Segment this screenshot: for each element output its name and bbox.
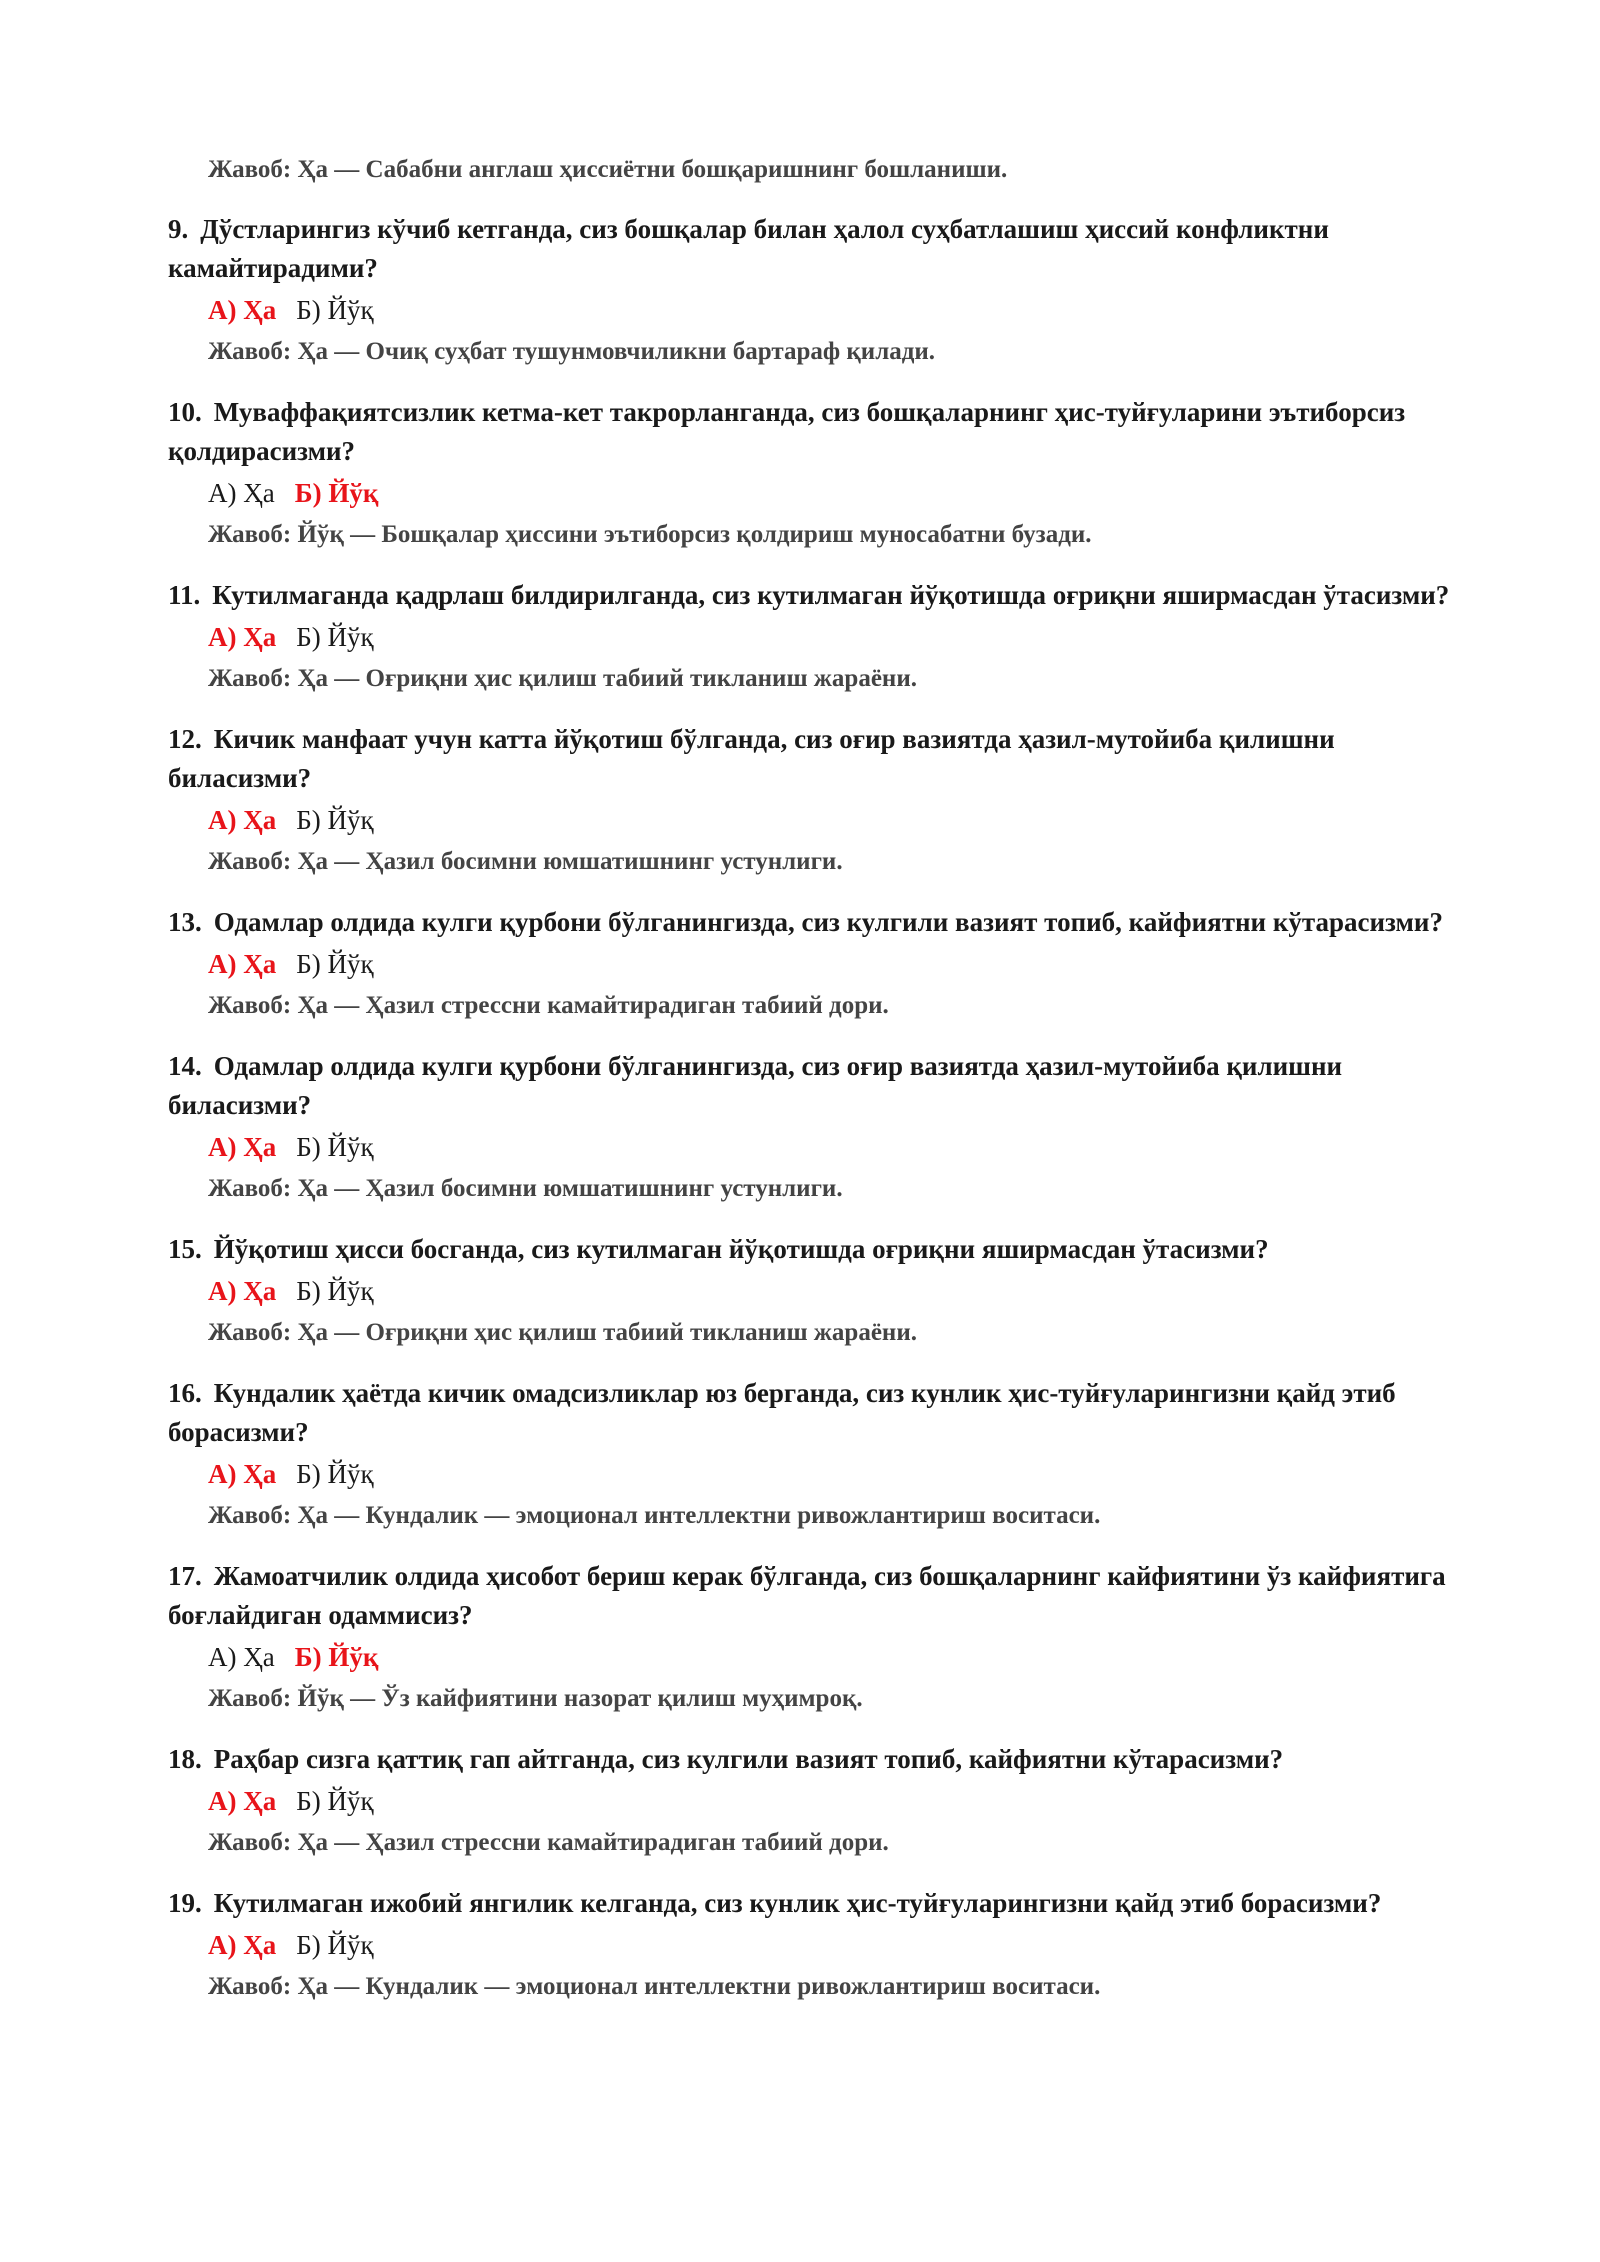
- question-item: [168, 1557, 1458, 1719]
- question-text: [168, 393, 1458, 471]
- option-a: А) Ҳа: [208, 1132, 277, 1162]
- answer-explanation: Жавоб: Ҳа — Кундалик — эмоционал интеллектни ривожлантириш воситаси.: [208, 1973, 1101, 2000]
- question-item: [168, 210, 1458, 372]
- option-row: [208, 471, 1458, 515]
- question-text: [168, 1374, 1458, 1452]
- question-number: 19.: [168, 1888, 202, 1918]
- answer-explanation: Жавоб: Йўқ — Ўз кайфиятини назорат қилиш муҳимроқ.: [208, 1685, 863, 1712]
- option-a: А) Ҳа: [208, 1930, 277, 1960]
- option-b: Б) Йўқ: [296, 1786, 374, 1816]
- question-text: [168, 210, 1458, 288]
- question-number: 18.: [168, 1744, 202, 1774]
- question-body: Кутилмаган ижобий янгилик келганда, сиз кунлик ҳис-туйғуларингизни қайд этиб борасизми?: [213, 1888, 1382, 1918]
- option-a: А) Ҳа: [208, 949, 277, 979]
- option-b: Б) Йўқ: [296, 295, 374, 325]
- answer-explanation: Жавоб: Ҳа — Ҳазил стрессни камайтирадиган табиий дори.: [208, 1829, 889, 1856]
- question-text: [168, 1230, 1458, 1269]
- previous-answer: Жавоб: Ҳа — Сабабни англаш ҳиссиётни бошқаришнинг бошланиши.: [208, 156, 1008, 183]
- option-a: А) Ҳа: [208, 805, 277, 835]
- question-body: Одамлар олдида кулги қурбони бўлганингизда, сиз оғир вазиятда ҳазил-мутойиба қилишни биласизми?: [168, 1051, 1343, 1120]
- option-row: [208, 1635, 1458, 1679]
- option-row: [208, 1269, 1458, 1313]
- question-text: [168, 1884, 1458, 1923]
- question-list: [168, 210, 1458, 2028]
- question-text: [168, 1047, 1458, 1125]
- answer-explanation: Жавоб: Ҳа — Ҳазил босимни юмшатишнинг устунлиги.: [208, 848, 843, 875]
- option-b: Б) Йўқ: [296, 622, 374, 652]
- question-body: Йўқотиш ҳисси босганда, сиз кутилмаган йўқотишда оғриқни яширмасдан ўтасизми?: [213, 1234, 1269, 1264]
- question-item: [168, 393, 1458, 555]
- option-b: Б) Йўқ: [296, 1459, 374, 1489]
- question-item: [168, 720, 1458, 882]
- answer-explanation: Жавоб: Йўқ — Бошқалар ҳиссини эътиборсиз қолдириш муносабатни бузади.: [208, 521, 1092, 548]
- option-row: [208, 288, 1458, 332]
- answer-explanation: Жавоб: Ҳа — Кундалик — эмоционал интеллектни ривожлантириш воситаси.: [208, 1502, 1101, 1529]
- answer-explanation: Жавоб: Ҳа — Оғриқни ҳис қилиш табиий тикланиш жараёни.: [208, 665, 917, 692]
- option-a: А) Ҳа: [208, 478, 275, 508]
- question-text: [168, 903, 1458, 942]
- answer-explanation: Жавоб: Ҳа — Оғриқни ҳис қилиш табиий тикланиш жараёни.: [208, 1319, 917, 1346]
- question-body: Жамоатчилик олдида ҳисобот бериш керак бўлганда, сиз бошқаларнинг кайфиятини ўз кайфиятига боғлайдиган одаммисиз?: [168, 1561, 1446, 1630]
- question-body: Муваффақиятсизлик кетма-кет такрорланганда, сиз бошқаларнинг ҳис-туйғуларини эътиборсиз қолдирасизми?: [168, 397, 1406, 466]
- answer-explanation: Жавоб: Ҳа — Ҳазил босимни юмшатишнинг устунлиги.: [208, 1175, 843, 1202]
- option-b: Б) Йўқ: [296, 949, 374, 979]
- question-item: [168, 1230, 1458, 1353]
- question-number: 10.: [168, 397, 202, 427]
- option-row: [208, 1452, 1458, 1496]
- option-b: Б) Йўқ: [294, 1642, 379, 1672]
- question-number: 14.: [168, 1051, 202, 1081]
- option-row: [208, 1779, 1458, 1823]
- option-b: Б) Йўқ: [296, 1132, 374, 1162]
- option-a: А) Ҳа: [208, 1642, 275, 1672]
- question-item: [168, 1884, 1458, 2007]
- question-number: 13.: [168, 907, 202, 937]
- question-item: [168, 576, 1458, 699]
- question-item: [168, 903, 1458, 1026]
- question-text: [168, 1740, 1458, 1779]
- option-row: [208, 798, 1458, 842]
- question-item: [168, 1374, 1458, 1536]
- option-a: А) Ҳа: [208, 295, 277, 325]
- option-a: А) Ҳа: [208, 1459, 277, 1489]
- option-b: Б) Йўқ: [296, 1930, 374, 1960]
- question-number: 11.: [168, 580, 201, 610]
- question-body: Одамлар олдида кулги қурбони бўлганингизда, сиз кулгили вазият топиб, кайфиятни кўтарасизми?: [213, 907, 1443, 937]
- answer-explanation: Жавоб: Ҳа — Очиқ суҳбат тушунмовчиликни бартараф қилади.: [208, 338, 936, 365]
- option-row: [208, 1125, 1458, 1169]
- question-number: 9.: [168, 214, 189, 244]
- option-a: А) Ҳа: [208, 1786, 277, 1816]
- question-body: Кутилмаганда қадрлаш билдирилганда, сиз кутилмаган йўқотишда оғриқни яширмасдан ўтасизми?: [212, 580, 1450, 610]
- answer-explanation: Жавоб: Ҳа — Ҳазил стрессни камайтирадиган табиий дори.: [208, 992, 889, 1019]
- question-item: [168, 1740, 1458, 1863]
- option-a: А) Ҳа: [208, 1276, 277, 1306]
- question-number: 16.: [168, 1378, 202, 1408]
- question-body: Раҳбар сизга қаттиқ гап айтганда, сиз кулгили вазият топиб, кайфиятни кўтарасизми?: [213, 1744, 1284, 1774]
- question-text: [168, 576, 1458, 615]
- option-row: [208, 615, 1458, 659]
- option-row: [208, 942, 1458, 986]
- option-b: Б) Йўқ: [296, 805, 374, 835]
- question-number: 17.: [168, 1561, 202, 1591]
- question-text: [168, 720, 1458, 798]
- question-item: [168, 1047, 1458, 1209]
- question-body: Кундалик ҳаётда кичик омадсизликлар юз берганда, сиз кунлик ҳис-туйғуларингизни қайд этиб борасизми?: [168, 1378, 1396, 1447]
- question-text: [168, 1557, 1458, 1635]
- question-number: 12.: [168, 724, 202, 754]
- question-body: Кичик манфаат учун катта йўқотиш бўлганда, сиз оғир вазиятда ҳазил-мутойиба қилишни биласизми?: [168, 724, 1335, 793]
- question-number: 15.: [168, 1234, 202, 1264]
- option-b: Б) Йўқ: [296, 1276, 374, 1306]
- question-body: Дўстларингиз кўчиб кетганда, сиз бошқалар билан ҳалол суҳбатлашиш ҳиссий конфликтни камайтирадими?: [168, 214, 1329, 283]
- option-a: А) Ҳа: [208, 622, 277, 652]
- option-row: [208, 1923, 1458, 1967]
- option-b: Б) Йўқ: [294, 478, 379, 508]
